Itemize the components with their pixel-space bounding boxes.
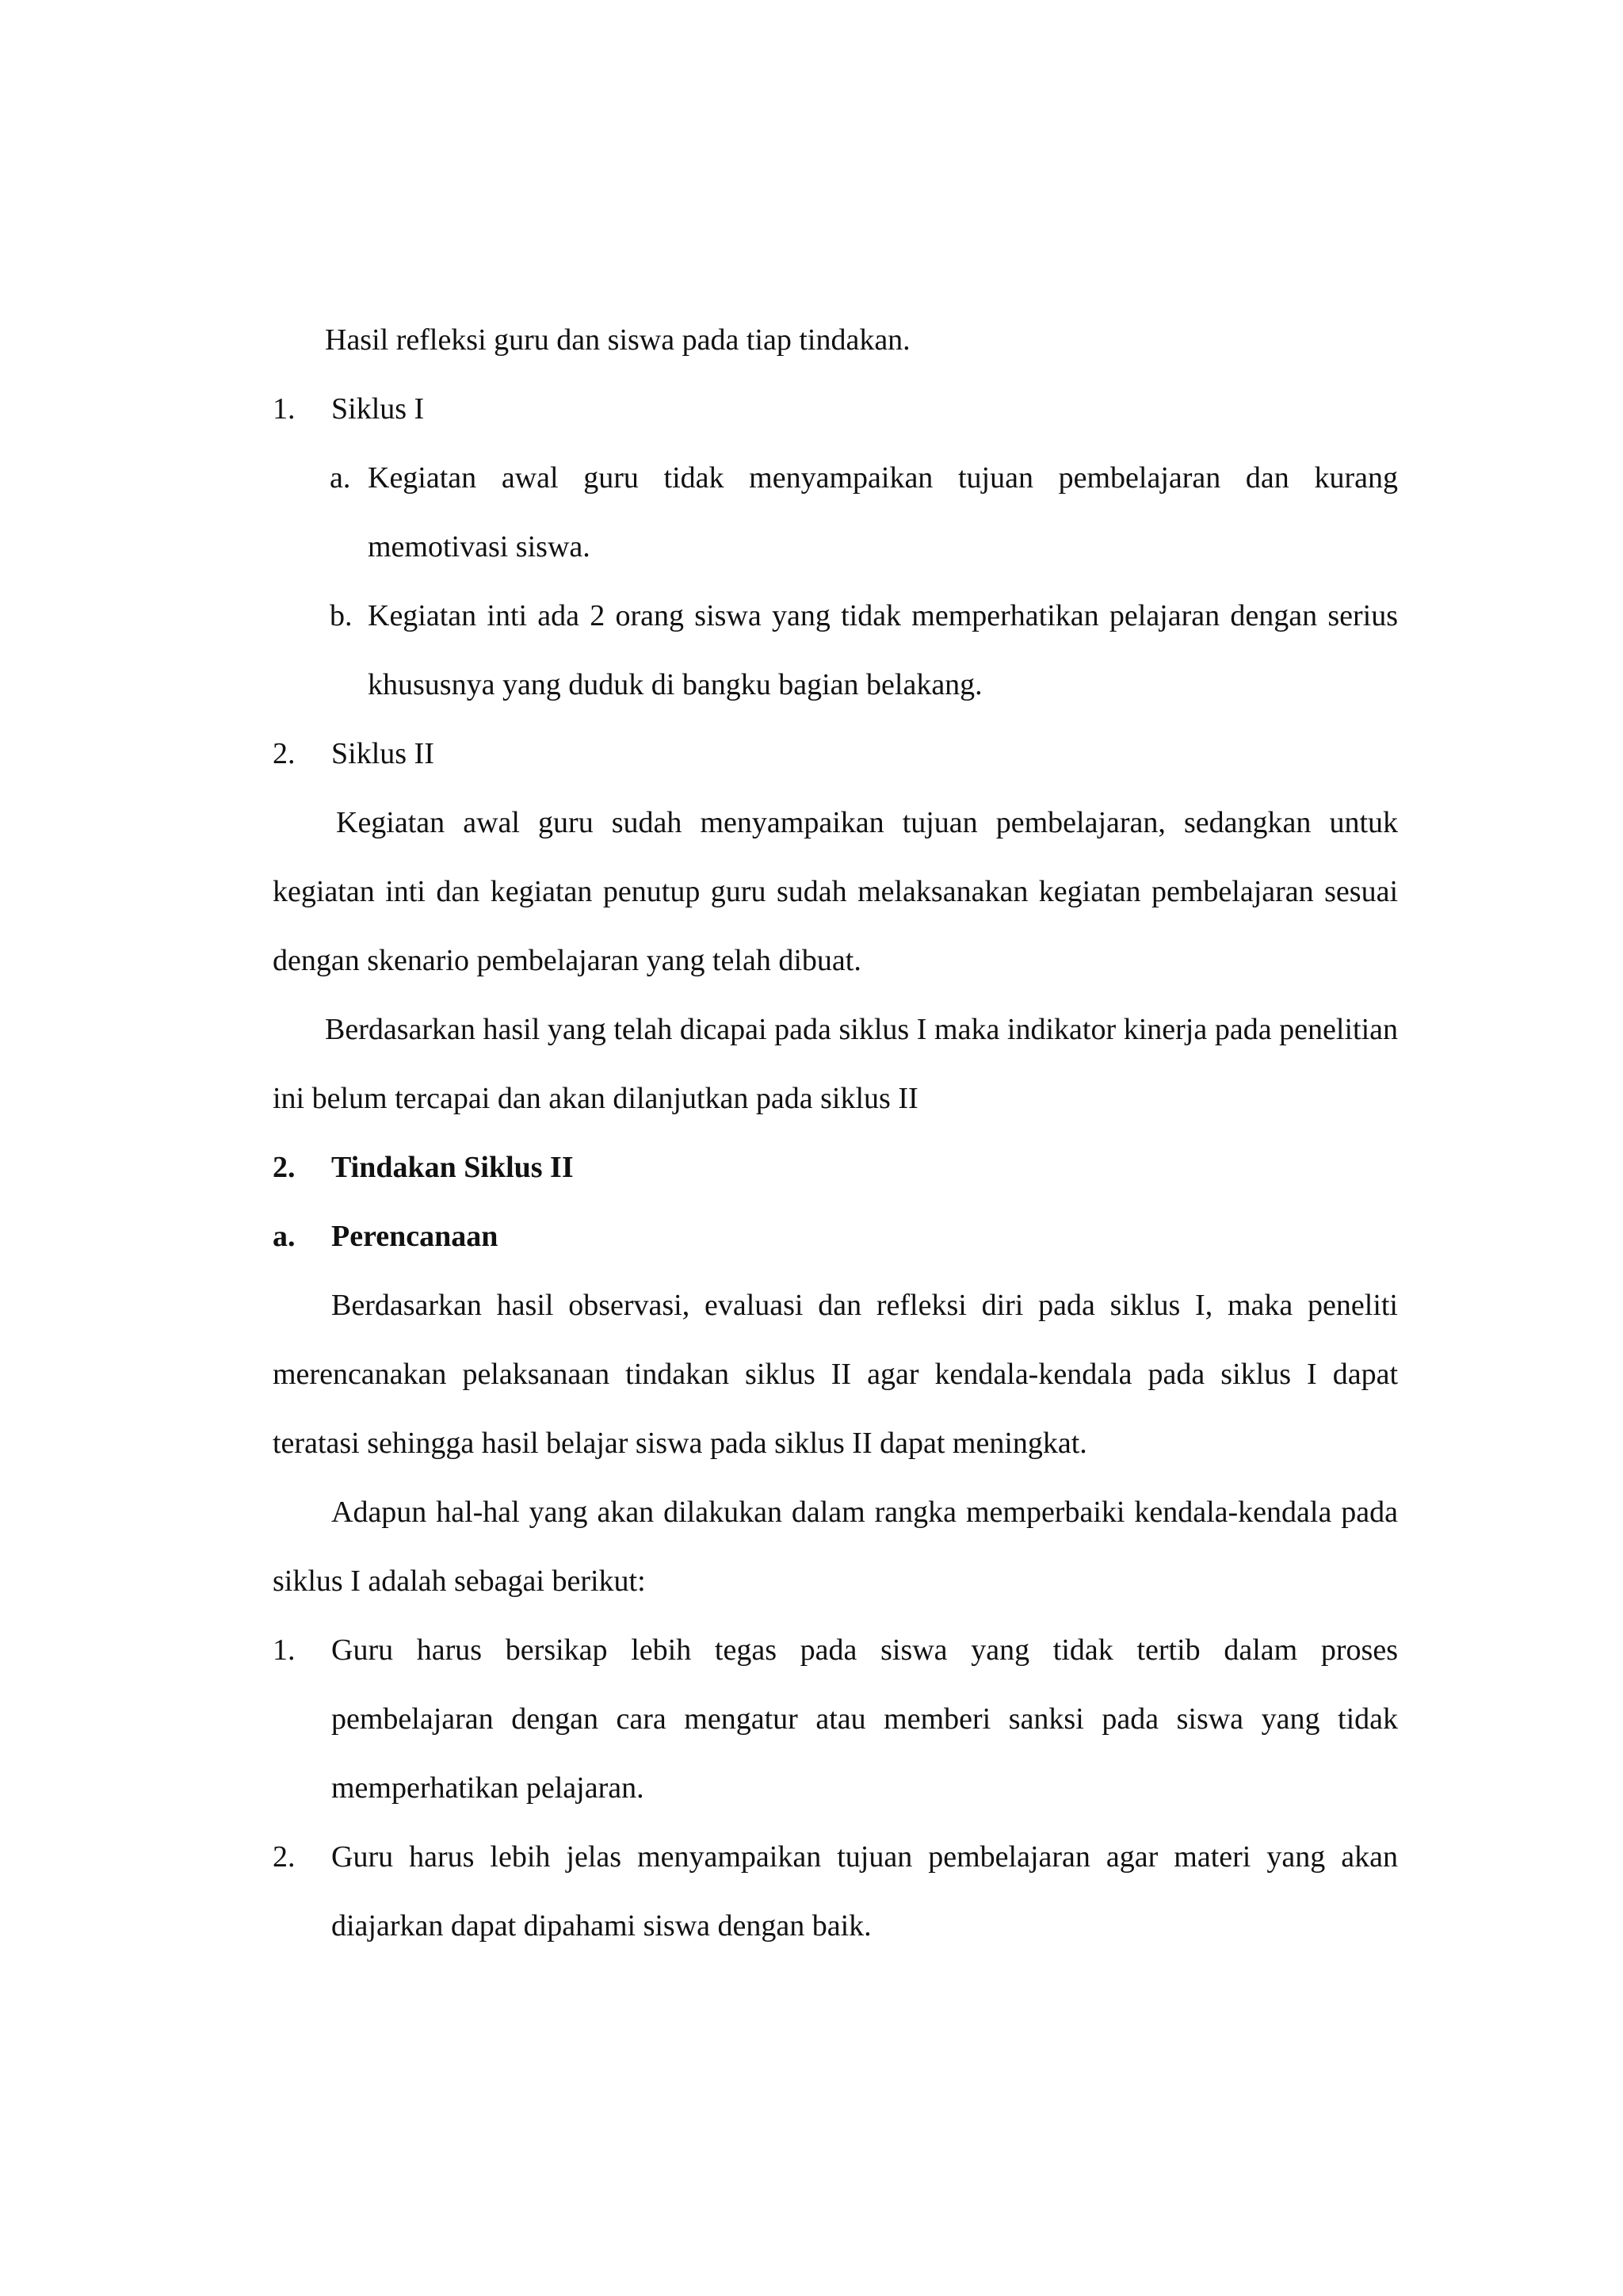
planning-p2-line1: Adapun hal-hal yang akan dilakukan dalam rangka memperbaiki kendala-kendala pada xyxy=(331,1496,1398,1529)
action-2 xyxy=(273,1823,1398,1892)
planning-p1-line1: Berdasarkan hasil observasi, evaluasi dan refleksi diri pada siklus I, maka peneliti xyxy=(331,1289,1398,1322)
action-1 xyxy=(273,1616,1398,1685)
document-body xyxy=(273,306,1398,1961)
planning-p2-line2: siklus I adalah sebagai berikut: xyxy=(273,1564,646,1598)
section-heading xyxy=(273,1133,1398,1202)
siklus-1-heading xyxy=(273,375,1398,444)
siklus-2-para-line2: kegiatan inti dan kegiatan penutup guru sudah melaksanakan kegiatan pembelajaran sesuai xyxy=(273,875,1398,908)
siklus-1-item-b-marker: b. xyxy=(330,599,353,632)
planning-p1-line3: teratasi sehingga hasil belajar siswa pada siklus II dapat meningkat. xyxy=(273,1427,1087,1460)
conclusion-line2: ini belum tercapai dan akan dilanjutkan pada siklus II xyxy=(273,1082,918,1115)
action-2-line2: diajarkan dapat dipahami siswa dengan baik. xyxy=(331,1909,872,1943)
action-1-line3: memperhatikan pelajaran. xyxy=(331,1771,644,1805)
siklus-1-item-b xyxy=(273,582,1398,651)
action-1-line1: Guru harus bersikap lebih tegas pada siswa yang tidak tertib dalam proses xyxy=(331,1633,1398,1667)
action-2-line1: Guru harus lebih jelas menyampaikan tujuan pembelajaran agar materi yang akan xyxy=(331,1840,1398,1874)
intro-text xyxy=(273,306,1398,375)
subsection-heading xyxy=(273,1202,1398,1271)
siklus-1-item-a-marker: a. xyxy=(330,461,351,495)
siklus-1-item-b-line1: Kegiatan inti ada 2 orang siswa yang tidak memperhatikan pelajaran dengan serius xyxy=(368,599,1398,632)
planning-p1-line2: merencanakan pelaksanaan tindakan siklus II agar kendala-kendala pada siklus I dapat xyxy=(273,1358,1398,1391)
intro-text-content: Hasil refleksi guru dan siswa pada tiap tindakan. xyxy=(325,323,911,357)
siklus-2-heading xyxy=(273,720,1398,789)
siklus-2-number: 2. xyxy=(273,737,296,770)
siklus-1-number: 1. xyxy=(273,392,296,426)
siklus-1-item-b-line2: khususnya yang duduk di bangku bagian belakang. xyxy=(368,668,983,701)
subsection-marker: a. xyxy=(273,1220,296,1253)
siklus-2-title: Siklus II xyxy=(331,737,434,770)
siklus-1-item-a-continuation xyxy=(273,513,1398,582)
action-1-number: 1. xyxy=(273,1633,296,1667)
siklus-1-item-a xyxy=(273,444,1398,513)
siklus-1-item-a-line1: Kegiatan awal guru tidak menyampaikan tujuan pembelajaran dan kurang xyxy=(368,461,1398,495)
section-number: 2. xyxy=(273,1151,296,1184)
subsection-title: Perencanaan xyxy=(331,1220,498,1253)
siklus-2-para-line3: dengan skenario pembelajaran yang telah dibuat. xyxy=(273,944,861,977)
section-title: Tindakan Siklus II xyxy=(331,1151,574,1184)
siklus-2-para-line1: Kegiatan awal guru sudah menyampaikan tujuan pembelajaran, sedangkan untuk xyxy=(336,806,1398,839)
action-2-number: 2. xyxy=(273,1840,296,1874)
conclusion-line1: Berdasarkan hasil yang telah dicapai pada siklus I maka indikator kinerja pada penelitian xyxy=(325,1013,1398,1046)
siklus-1-item-a-line2: memotivasi siswa. xyxy=(368,530,590,563)
siklus-1-item-b-continuation xyxy=(273,651,1398,720)
action-1-line2: pembelajaran dengan cara mengatur atau memberi sanksi pada siswa yang tidak xyxy=(331,1702,1398,1736)
siklus-1-title: Siklus I xyxy=(331,392,425,426)
